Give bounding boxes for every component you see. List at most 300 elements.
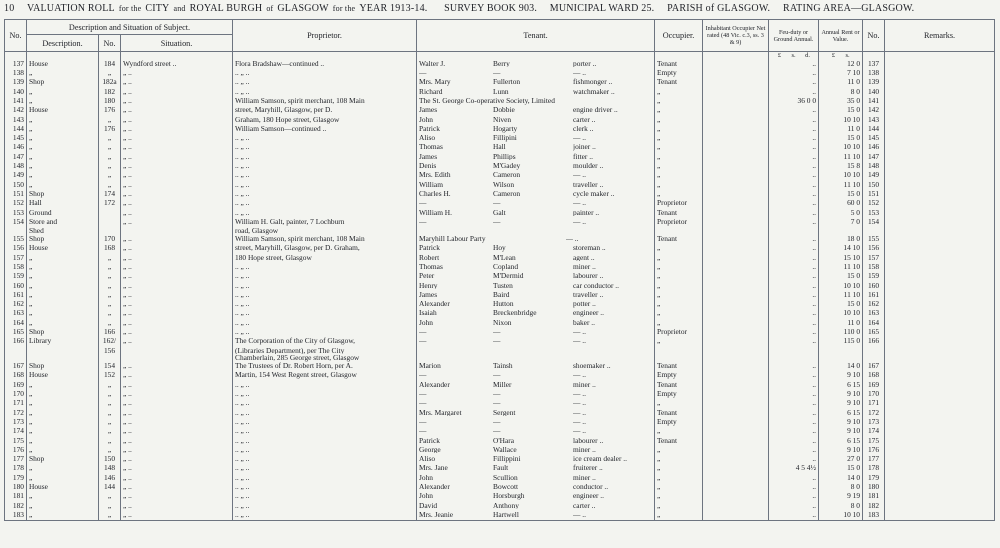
tenant-forename: — <box>419 328 427 336</box>
annual-value-cell: 10 10 <box>819 282 863 291</box>
proprietor-cell: .. „ .. <box>233 474 417 483</box>
tenant-cell <box>417 235 655 244</box>
title-part: YEAR 1913-14. <box>359 3 428 14</box>
entry-no-cell: 173 <box>5 418 27 427</box>
tenant-occupation: engineer .. <box>573 309 604 318</box>
situation-cell: „ .. <box>121 134 233 143</box>
table-row <box>5 483 995 492</box>
tenant-occupation: engine driver .. <box>573 106 618 114</box>
situation-cell: „ .. <box>121 218 233 227</box>
inhabitant-occupier-cell <box>703 464 769 473</box>
table-row <box>5 347 995 355</box>
title-part: for the <box>332 4 356 13</box>
remarks-cell <box>885 483 995 492</box>
annual-value-cell: 15 0 <box>819 300 863 309</box>
proprietor-cell: William H. Galt, painter, 7 Lochburn <box>233 218 417 227</box>
street-number-cell: „ <box>99 437 121 446</box>
occupier-cell: Tenant <box>655 78 703 87</box>
tenant-cell <box>417 347 655 355</box>
tenant-forename: Thomas <box>419 143 443 152</box>
col-situation: Situation. <box>121 35 233 52</box>
tenant-occupation: watchmaker .. <box>573 87 615 96</box>
inhabitant-occupier-cell <box>703 502 769 511</box>
proprietor-cell: The Corporation of the City of Glasgow, <box>233 337 417 346</box>
proprietor-cell: The Trustees of Dr. Robert Horn, per A. <box>233 362 417 371</box>
tenant-cell <box>417 502 655 511</box>
table-row <box>5 319 995 328</box>
inhabitant-occupier-cell <box>703 511 769 521</box>
street-number-cell: „ <box>99 272 121 281</box>
proprietor-cell: .. „ .. <box>233 409 417 418</box>
feu-duty-cell: .. <box>769 60 819 69</box>
inhabitant-occupier-cell <box>703 362 769 371</box>
description-cell: „ <box>27 162 99 171</box>
tenant-surname: Berry <box>493 59 510 68</box>
tenant-surname: Galt <box>493 208 506 217</box>
inhabitant-occupier-cell <box>703 409 769 418</box>
tenant-forename: Robert <box>419 253 440 262</box>
tenant-cell <box>417 106 655 115</box>
feu-duty-cell: .. <box>769 235 819 244</box>
feu-duty-cell: .. <box>769 371 819 380</box>
table-row <box>5 162 995 171</box>
tenant-cell <box>417 427 655 436</box>
annual-value-cell: 9 10 <box>819 399 863 408</box>
description-cell: „ <box>27 418 99 427</box>
entry-no-cell: 155 <box>5 235 27 244</box>
inhabitant-occupier-cell <box>703 218 769 227</box>
street-number-cell: „ <box>99 492 121 501</box>
remarks-cell <box>885 328 995 337</box>
annual-value-cell: 10 10 <box>819 143 863 152</box>
entry-no-cell <box>5 354 27 362</box>
col-feu-duty: Feu-duty or Ground Annual. <box>769 20 819 52</box>
entry-no-cell: 138 <box>5 69 27 78</box>
feu-duty-cell: .. <box>769 362 819 371</box>
tenant-forename: William <box>419 180 443 189</box>
feu-duty-cell: .. <box>769 399 819 408</box>
entry-no-right-cell: 160 <box>863 282 885 291</box>
description-cell: House <box>27 106 99 115</box>
proprietor-cell: .. „ .. <box>233 309 417 318</box>
inhabitant-occupier-cell <box>703 69 769 78</box>
description-cell: Shop <box>27 328 99 337</box>
tenant-surname: — <box>493 337 501 346</box>
proprietor-cell: 180 Hope street, Glasgow <box>233 254 417 263</box>
tenant-cell <box>417 153 655 162</box>
description-cell: „ <box>27 381 99 390</box>
street-number-cell: „ <box>99 181 121 190</box>
proprietor-cell: .. „ .. <box>233 143 417 152</box>
street-number-cell: „ <box>99 143 121 152</box>
proprietor-cell: .. „ .. <box>233 291 417 300</box>
tenant-cell <box>417 464 655 473</box>
occupier-cell: Tenant <box>655 235 703 244</box>
tenant-cell <box>417 455 655 464</box>
proprietor-cell: .. „ .. <box>233 492 417 501</box>
occupier-cell <box>655 354 703 362</box>
tenant-surname: Sergent <box>493 408 516 417</box>
description-cell: „ <box>27 409 99 418</box>
entry-no-cell: 149 <box>5 171 27 180</box>
street-number-cell: „ <box>99 291 121 300</box>
entry-no-right-cell: 177 <box>863 455 885 464</box>
annual-value-cell: 5 0 <box>819 209 863 218</box>
situation-cell: „ .. <box>121 371 233 380</box>
feu-duty-cell: .. <box>769 282 819 291</box>
table-row <box>5 190 995 199</box>
feu-units: £ s. d. <box>769 52 819 60</box>
tenant-cell <box>417 446 655 455</box>
valuation-table <box>4 19 995 521</box>
proprietor-cell: .. „ .. <box>233 153 417 162</box>
street-number-cell: „ <box>99 162 121 171</box>
tenant-surname: Copland <box>493 262 519 271</box>
inhabitant-occupier-cell <box>703 399 769 408</box>
page-title <box>27 3 432 14</box>
entry-no-cell: 168 <box>5 371 27 380</box>
tenant-forename: — <box>419 389 427 398</box>
feu-duty-cell: .. <box>769 272 819 281</box>
situation-cell: „ .. <box>121 143 233 152</box>
remarks-cell <box>885 309 995 318</box>
entry-no-right-cell: 173 <box>863 418 885 427</box>
tenant-cell <box>417 300 655 309</box>
proprietor-cell: street, Maryhill, Glasgow, per D. <box>233 106 417 115</box>
inhabitant-occupier-cell <box>703 60 769 69</box>
street-number-cell: „ <box>99 381 121 390</box>
occupier-cell: „ <box>655 125 703 134</box>
col-inhabitant-occupier: Inhabitant Occupier Net rated (48 Vic. c.3, ss. 3 & 9) <box>703 20 769 52</box>
proprietor-cell: .. „ .. <box>233 418 417 427</box>
tenant-forename: Isaiah <box>419 309 437 318</box>
tenant-surname: Tusten <box>493 281 513 290</box>
occupier-cell: „ <box>655 511 703 521</box>
feu-duty-cell: .. <box>769 134 819 143</box>
description-cell: Shop <box>27 455 99 464</box>
description-cell: „ <box>27 309 99 318</box>
annual-value-cell: 27 0 <box>819 455 863 464</box>
occupier-cell: Empty <box>655 390 703 399</box>
feu-duty-cell: .. <box>769 446 819 455</box>
entry-no-cell: 160 <box>5 282 27 291</box>
proprietor-cell: William Samson—continued .. <box>233 125 417 134</box>
situation-cell: „ .. <box>121 309 233 318</box>
annual-value-cell: 9 10 <box>819 418 863 427</box>
entry-no-cell <box>5 227 27 235</box>
occupier-cell: „ <box>655 474 703 483</box>
feu-duty-cell <box>769 347 819 355</box>
feu-duty-cell: .. <box>769 319 819 328</box>
tenant-cell <box>417 319 655 328</box>
entry-no-right-cell: 171 <box>863 399 885 408</box>
description-cell: „ <box>27 390 99 399</box>
entry-no-cell: 158 <box>5 263 27 272</box>
proprietor-cell: .. „ .. <box>233 181 417 190</box>
annual-value-cell: 18 0 <box>819 235 863 244</box>
occupier-cell: „ <box>655 300 703 309</box>
description-cell: „ <box>27 511 99 521</box>
tenant-surname: — <box>493 389 501 398</box>
inhabitant-occupier-cell <box>703 254 769 263</box>
table-row <box>5 199 995 208</box>
street-number-cell: 174 <box>99 190 121 199</box>
table-row <box>5 235 995 244</box>
remarks-cell <box>885 371 995 380</box>
table-row <box>5 371 995 380</box>
tenant-surname: Hoy <box>493 244 506 252</box>
remarks-cell <box>885 209 995 218</box>
tenant-surname: Tainsh <box>493 362 513 370</box>
tenant-occupation: cycle maker .. <box>573 190 615 198</box>
tenant-occupation: miner .. <box>573 445 596 454</box>
tenant-surname: Fillipini <box>493 134 517 142</box>
inhabitant-occupier-cell <box>703 437 769 446</box>
entry-no-cell: 142 <box>5 106 27 115</box>
tenant-surname: Cameron <box>493 171 521 180</box>
table-row <box>5 272 995 281</box>
tenant-occupation: — .. <box>573 68 586 77</box>
tenant-forename: — <box>419 199 427 207</box>
entry-no-right-cell: 163 <box>863 309 885 318</box>
occupier-cell: „ <box>655 143 703 152</box>
entry-no-cell: 167 <box>5 362 27 371</box>
col-proprietor: Proprietor. <box>233 20 417 52</box>
proprietor-cell: .. „ .. <box>233 427 417 436</box>
tenant-surname: Horsburgh <box>493 492 525 501</box>
entry-no-cell: 157 <box>5 254 27 263</box>
inhabitant-occupier-cell <box>703 272 769 281</box>
inhabitant-occupier-cell <box>703 116 769 125</box>
annual-value-cell: 10 10 <box>819 116 863 125</box>
occupier-cell: „ <box>655 464 703 473</box>
description-cell: Shop <box>27 235 99 244</box>
inhabitant-occupier-cell <box>703 455 769 464</box>
title-part: for the <box>118 4 142 13</box>
tenant-forename: Charles H. <box>419 190 451 198</box>
tenant-occupation: — .. <box>573 371 586 379</box>
description-cell: „ <box>27 181 99 190</box>
occupier-cell: „ <box>655 427 703 436</box>
situation-cell: „ .. <box>121 235 233 244</box>
tenant-surname: — <box>493 199 501 207</box>
street-number-cell: „ <box>99 418 121 427</box>
entry-no-cell: 179 <box>5 474 27 483</box>
table-row <box>5 153 995 162</box>
proprietor-cell: .. „ .. <box>233 300 417 309</box>
table-row <box>5 244 995 253</box>
proprietor-cell: .. „ .. <box>233 390 417 399</box>
situation-cell <box>121 347 233 355</box>
situation-cell <box>121 354 233 362</box>
entry-no-right-cell: 182 <box>863 502 885 511</box>
situation-cell: „ .. <box>121 291 233 300</box>
street-number-cell: 162/ <box>99 337 121 346</box>
proprietor-cell: .. „ .. <box>233 464 417 473</box>
situation-cell: „ .. <box>121 511 233 521</box>
tenant-forename: — <box>419 399 427 407</box>
street-number-cell: 166 <box>99 328 121 337</box>
feu-duty-cell: .. <box>769 116 819 125</box>
remarks-cell <box>885 106 995 115</box>
tenant-occupation: porter .. <box>573 59 597 68</box>
inhabitant-occupier-cell <box>703 282 769 291</box>
occupier-cell: Tenant <box>655 381 703 390</box>
remarks-cell <box>885 300 995 309</box>
annual-value-cell: 11 0 <box>819 78 863 87</box>
street-number-cell: 168 <box>99 244 121 253</box>
tenant-cell <box>417 337 655 346</box>
street-number-cell: „ <box>99 446 121 455</box>
tenant-surname: Scullion <box>493 473 518 482</box>
tenant-cell <box>417 511 655 521</box>
remarks-cell <box>885 354 995 362</box>
proprietor-cell: .. „ .. <box>233 69 417 78</box>
table-row <box>5 227 995 235</box>
table-row <box>5 418 995 427</box>
tenant-surname: O'Hara <box>493 436 515 445</box>
tenant-occupation: — .. <box>573 217 586 226</box>
entry-no-cell: 163 <box>5 309 27 318</box>
table-row <box>5 362 995 371</box>
inhabitant-occupier-cell <box>703 263 769 272</box>
annual-value-cell: 6 15 <box>819 437 863 446</box>
annual-value-cell: 8 0 <box>819 502 863 511</box>
proprietor-cell: .. „ .. <box>233 272 417 281</box>
description-cell: „ <box>27 97 99 106</box>
street-number-cell: „ <box>99 390 121 399</box>
street-number-cell: „ <box>99 409 121 418</box>
tenant-forename: Aliso <box>419 134 436 142</box>
description-cell <box>27 354 99 362</box>
occupier-cell: Tenant <box>655 362 703 371</box>
situation-cell: „ .. <box>121 153 233 162</box>
feu-duty-cell: .. <box>769 125 819 134</box>
inhabitant-occupier-cell <box>703 199 769 208</box>
tenant-surname: Hartwell <box>493 511 519 519</box>
table-row <box>5 254 995 263</box>
col-description-group: Description and Situation of Subject. <box>27 20 233 35</box>
tenant-surname: Breckenbridge <box>493 309 537 318</box>
tenant-forename: John <box>419 318 433 327</box>
annual-value-cell: 6 15 <box>819 381 863 390</box>
street-number-cell: „ <box>99 300 121 309</box>
description-cell: „ <box>27 272 99 281</box>
table-row <box>5 455 995 464</box>
tenant-cell <box>417 399 655 408</box>
feu-duty-cell: .. <box>769 409 819 418</box>
inhabitant-occupier-cell <box>703 171 769 180</box>
inhabitant-occupier-cell <box>703 209 769 218</box>
tenant-cell <box>417 134 655 143</box>
description-cell: „ <box>27 437 99 446</box>
feu-duty-cell: .. <box>769 291 819 300</box>
situation-cell: „ .. <box>121 381 233 390</box>
col-annual-rent: Annual Rent or Value. <box>819 20 863 52</box>
annual-value-cell: 8 0 <box>819 88 863 97</box>
tenant-surname: — <box>493 68 501 77</box>
remarks-cell <box>885 492 995 501</box>
annual-value-cell: 60 0 <box>819 199 863 208</box>
description-cell: „ <box>27 446 99 455</box>
tenant-forename: — <box>419 68 427 77</box>
municipal-ward: MUNICIPAL WARD 25. <box>549 3 655 14</box>
occupier-cell: „ <box>655 502 703 511</box>
tenant-cell <box>417 362 655 371</box>
table-row <box>5 171 995 180</box>
entry-no-cell: 154 <box>5 218 27 227</box>
tenant-surname: M'Lean <box>493 253 516 262</box>
occupier-cell: „ <box>655 254 703 263</box>
table-row <box>5 492 995 501</box>
annual-value-cell: 10 10 <box>819 309 863 318</box>
feu-duty-cell: .. <box>769 78 819 87</box>
entry-no-cell: 181 <box>5 492 27 501</box>
annual-value-cell: 11 0 <box>819 319 863 328</box>
annual-value-cell: 15 0 <box>819 106 863 115</box>
proprietor-cell: .. „ .. <box>233 399 417 408</box>
entry-no-right-cell: 183 <box>863 511 885 521</box>
entry-no-right-cell: 156 <box>863 244 885 253</box>
tenant-cell <box>417 171 655 180</box>
title-part: VALUATION ROLL <box>26 3 115 14</box>
street-number-cell: 148 <box>99 464 121 473</box>
tenant-occupation: shoemaker .. <box>573 362 611 370</box>
situation-cell: „ .. <box>121 106 233 115</box>
tenant-occupation: miner .. <box>573 262 596 271</box>
table-row <box>5 218 995 227</box>
tenant-forename: — <box>419 417 427 426</box>
tenant-forename: Patrick <box>419 436 440 445</box>
street-number-cell <box>99 354 121 362</box>
entry-no-right-cell: 150 <box>863 181 885 190</box>
table-row <box>5 502 995 511</box>
remarks-cell <box>885 381 995 390</box>
street-number-cell: 176 <box>99 106 121 115</box>
annual-value-cell: 8 0 <box>819 483 863 492</box>
entry-no-cell: 165 <box>5 328 27 337</box>
situation-cell: „ .. <box>121 300 233 309</box>
entry-no-cell: 176 <box>5 446 27 455</box>
situation-cell: „ .. <box>121 199 233 208</box>
table-row <box>5 381 995 390</box>
survey-book: SURVEY BOOK 903. <box>444 3 538 14</box>
table-row <box>5 390 995 399</box>
inhabitant-occupier-cell <box>703 97 769 106</box>
tenant-cell <box>417 218 655 227</box>
tenant-occupation: — .. <box>573 199 586 207</box>
tenant-forename: Henry <box>419 281 438 290</box>
entry-no-right-cell: 137 <box>863 60 885 69</box>
proprietor-cell: William Samson, spirit merchant, 108 Main <box>233 97 417 106</box>
feu-duty-cell <box>769 354 819 362</box>
description-cell: „ <box>27 502 99 511</box>
situation-cell: „ .. <box>121 244 233 253</box>
tenant-forename: — <box>419 427 427 435</box>
street-number-cell: „ <box>99 282 121 291</box>
situation-cell: „ .. <box>121 474 233 483</box>
units-row <box>5 52 995 60</box>
situation-cell: „ .. <box>121 162 233 171</box>
entry-no-cell: 171 <box>5 399 27 408</box>
table-row <box>5 263 995 272</box>
tenant-surname: — <box>493 427 501 435</box>
remarks-cell <box>885 218 995 227</box>
tenant-occupation: miner .. <box>573 380 596 389</box>
proprietor-cell: road, Glasgow <box>233 227 417 235</box>
tenant-occupation: storeman .. <box>573 244 606 252</box>
tenant-forename: Alexander <box>419 300 450 308</box>
